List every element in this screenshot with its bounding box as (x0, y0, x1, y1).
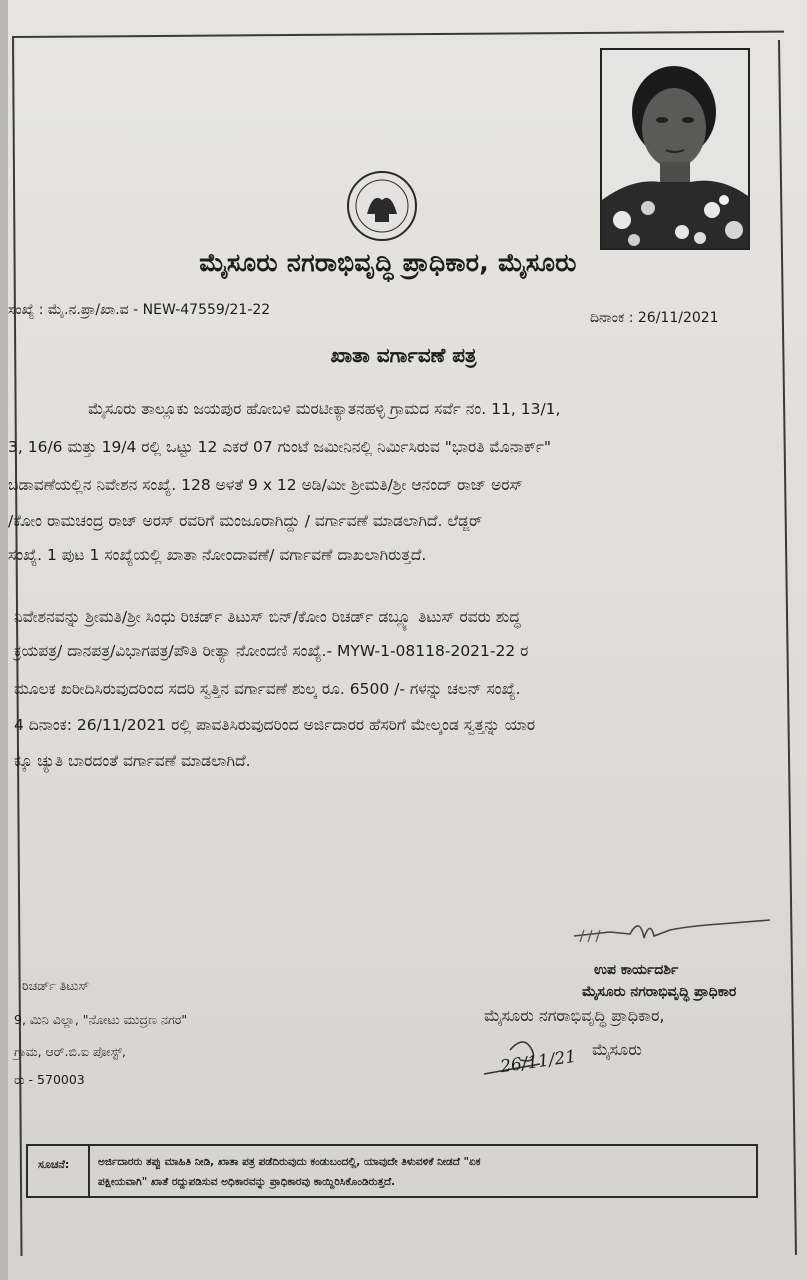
body-line: ಮೂಲಕ ಖರೀದಿಸಿರುವುದರಿಂದ ಸದರಿ ಸ್ವತ್ತಿನ ವರ್ಗಾವಣೆ ಶುಲ್ಕ ರೂ. 6500 /- ಗಳನ್ನು ಚಲನ್ ಸಂಖ್ಯೆ. (14, 680, 521, 698)
signatory-office: ಮೈಸೂರು ನಗರಾಭಿವೃದ್ಧಿ ಪ್ರಾಧಿಕಾರ (582, 984, 737, 1000)
reference-number: ಸಂಖ್ಯೆ : ಮೈ.ನ.ಪ್ರಾ/ಖಾ.ವ - NEW-47559/21-22 (8, 302, 271, 318)
address-line: ರಿಚರ್ಡ್ ತಿಟುಸ್ (22, 978, 90, 993)
note-box (26, 1144, 758, 1198)
address-line: ಗ್ರಾಮ, ಆರ್.ಬಿ.ಐ ಪೋಸ್ಟ್, (14, 1044, 127, 1059)
document-subtitle: ಖಾತಾ ವರ್ಗಾವಣೆ ಪತ್ರ (330, 343, 477, 367)
issue-date: ದಿನಾಂಕ : 26/11/2021 (590, 310, 719, 326)
authority-line-1: ಮೈಸೂರು ನಗರಾಭಿವೃದ್ಧಿ ಪ್ರಾಧಿಕಾರ, (484, 1006, 665, 1025)
body-line: 4 ದಿನಾಂಕ: 26/11/2021 ರಲ್ಲಿ ಪಾವತಿಸಿರುವುದರಿಂದ ಅರ್ಜಿದಾರರ ಹೆಸರಿಗೆ ಮೇಲ್ಕಂಡ ಸ್ವತ್ತನ್ನು ಯಾರ (14, 716, 536, 734)
body-line: ಮೈಸೂರು ತಾಲ್ಲೂಕು ಜಯಪುರ ಹೋಬಳಿ ಮರಟೀಕ್ಯಾತನಹಳ್ಳಿ ಗ್ರಾಮದ ಸರ್ವೆ ನಂ. 11, 13/1, (88, 400, 561, 418)
authority-seal-icon (343, 170, 421, 242)
body-line: ಕ್ಕೂ ಚ್ಯುತಿ ಬಾರದಂತೆ ವರ್ಗಾವಣೆ ಮಾಡಲಾಗಿದೆ. (14, 752, 251, 770)
body-line: /ಕೋಂ ರಾಮಚಂದ್ರ ರಾಜ್ ಅರಸ್ ರವರಿಗೆ ಮಂಜೂರಾಗಿದ್ದು / ವರ್ಗಾವಣೆ ಮಾಡಲಾಗಿದೆ. ಲೆಡ್ಜರ್ (8, 512, 483, 530)
handwritten-date: 26/11/21 (498, 1046, 578, 1078)
note-text-line: ಅರ್ಜಿದಾರರು ತಪ್ಪು ಮಾಹಿತಿ ನೀಡಿ, ಖಾತಾ ಪತ್ರ ಪಡೆದಿರುವುದು ಕಂಡುಬಂದಲ್ಲಿ, ಯಾವುದೇ ತಿಳುವಳಿಕೆ ನೀಡದೆ "ಏಕ (98, 1156, 481, 1168)
note-text-line: ಪಕ್ಷೀಯವಾಗಿ" ಖಾತೆ ರದ್ದುಪಡಿಸುವ ಅಧಿಕಾರವನ್ನು ಪ್ರಾಧಿಕಾರವು ಕಾಯ್ದಿರಿಸಿಕೊಂಡಿರುತ್ತದೆ. (98, 1176, 396, 1188)
applicant-photo (600, 48, 750, 250)
body-line: ಬಡಾವಣೆಯಲ್ಲಿನ ನಿವೇಶನ ಸಂಖ್ಯೆ. 128 ಅಳತೆ 9 x 12 ಅಡಿ/ಮೀ ಶ್ರೀಮತಿ/ಶ್ರೀ ಆನಂದ್ ರಾಜ್ ಅರಸ್ (8, 476, 523, 494)
body-line: ನಿವೇಶನವನ್ನು ಶ್ರೀಮತಿ/ಶ್ರೀ ಸಿಂಧು ರಿಚರ್ಡ್ ತಿಟುಸ್ ಬಿನ್/ಕೋಂ ರಿಚರ್ಡ್ ಡಬ್ಲ್ಯೂ ತಿಟುಸ್ ರವರು ಶುದ್ಧ (14, 608, 521, 626)
authority-title: ಮೈಸೂರು ನಗರಾಭಿವೃದ್ಧಿ ಪ್ರಾಧಿಕಾರ, ಮೈಸೂರು (199, 248, 577, 277)
address-line: 9, ಮಿನಿ ವಿಲ್ಲಾ, "ನೋಟು ಮುದ್ರಣ ನಗರ" (14, 1012, 188, 1027)
note-label: ಸೂಚನೆ: (28, 1146, 90, 1196)
body-line: ಕ್ರಯಪತ್ರ/ ದಾನಪತ್ರ/ವಿಭಾಗಪತ್ರ/ಪೌತಿ ರೀತ್ಯಾ ನೋಂದಣಿ ಸಂಖ್ಯೆ.- MYW-1-08118-2021-22 ರ (14, 642, 529, 660)
note-text (90, 1146, 756, 1196)
body-line: 3, 16/6 ಮತ್ತು 19/4 ರಲ್ಲಿ ಒಟ್ಟು 12 ಎಕರೆ 07 ಗುಂಟೆ ಜಮೀನಿನಲ್ಲಿ ನಿರ್ಮಿಸಿರುವ "ಭಾರತಿ ಮೊನಾರ್ಕ್" (8, 438, 552, 456)
authority-line-2: ಮೈಸೂರು (592, 1040, 642, 1059)
address-line: ರು - 570003 (14, 1072, 85, 1087)
body-line: ಸಂಖ್ಯೆ. 1 ಪುಟ 1 ಸಂಖ್ಯೆಯಲ್ಲಿ ಖಾತಾ ನೋಂದಾವಣೆ/ ವರ್ಗಾವಣೆ ದಾಖಲಾಗಿರುತ್ತದೆ. (8, 546, 427, 564)
signature-icon (570, 910, 780, 960)
signatory-designation: ಉಪ ಕಾರ್ಯದರ್ಶಿ (594, 962, 679, 978)
